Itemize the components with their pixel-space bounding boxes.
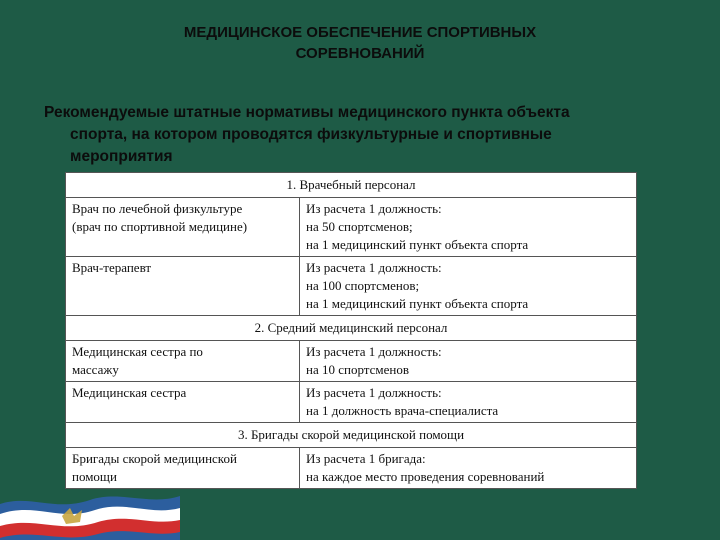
position-text: массажу [72, 362, 119, 377]
section-title: 3. Бригады скорой медицинской помощи [66, 423, 637, 448]
norm-cell [300, 448, 637, 489]
position-cell [66, 257, 300, 316]
section-header-row [66, 173, 637, 198]
position-cell [66, 448, 300, 489]
norm-cell [300, 257, 637, 316]
slide-subtitle [44, 102, 694, 168]
table-row [66, 382, 637, 423]
slide-title-line: МЕДИЦИНСКОЕ ОБЕСПЕЧЕНИЕ СПОРТИВНЫХ [183, 24, 537, 41]
staff-norms-table [65, 172, 637, 489]
slide-title [0, 22, 720, 64]
slide-title-line: СОРЕВНОВАНИЙ [295, 45, 425, 62]
position-text: (врач по спортивной медицине) [72, 219, 248, 234]
section-title: 2. Средний медицинский персонал [66, 316, 637, 341]
position-cell [66, 198, 300, 257]
norm-cell [300, 382, 637, 423]
position-cell [66, 341, 300, 382]
section-header-row [66, 423, 637, 448]
position-text: помощи [72, 469, 117, 484]
section-title: 1. Врачебный персонал [66, 173, 637, 198]
norm-text: на 1 должность врача-специалиста [306, 403, 499, 418]
norm-text: Из расчета 1 должность: [306, 201, 442, 216]
slide-subtitle-line: мероприятия [70, 148, 173, 165]
flag-emblem-icon [0, 486, 180, 540]
table-row [66, 198, 637, 257]
slide-subtitle-line: Рекомендуемые штатные нормативы медицинского пункта объекта [44, 104, 570, 121]
norm-text: Из расчета 1 должность: [306, 385, 442, 400]
position-text: Врач-терапевт [72, 260, 152, 275]
slide-subtitle-line: спорта, на котором проводятся физкультурные и спортивные [70, 126, 552, 143]
position-text: Врач по лечебной физкультуре [72, 201, 243, 216]
norm-text: на 50 спортсменов; [306, 219, 413, 234]
norm-text: на 10 спортсменов [306, 362, 409, 377]
position-cell [66, 382, 300, 423]
section-header-row [66, 316, 637, 341]
position-text: Бригады скорой медицинской [72, 451, 237, 466]
table-row [66, 341, 637, 382]
norm-text: на 100 спортсменов; [306, 278, 420, 293]
norm-text: на 1 медицинский пункт объекта спорта [306, 296, 529, 311]
norm-text: на каждое место проведения соревнований [306, 469, 545, 484]
table-row [66, 257, 637, 316]
norm-text: Из расчета 1 бригада: [306, 451, 426, 466]
norm-cell [300, 198, 637, 257]
position-text: Медицинская сестра [72, 385, 187, 400]
table-row [66, 448, 637, 489]
norm-text: Из расчета 1 должность: [306, 260, 442, 275]
norm-text: Из расчета 1 должность: [306, 344, 442, 359]
norm-text: на 1 медицинский пункт объекта спорта [306, 237, 529, 252]
norm-cell [300, 341, 637, 382]
position-text: Медицинская сестра по [72, 344, 203, 359]
